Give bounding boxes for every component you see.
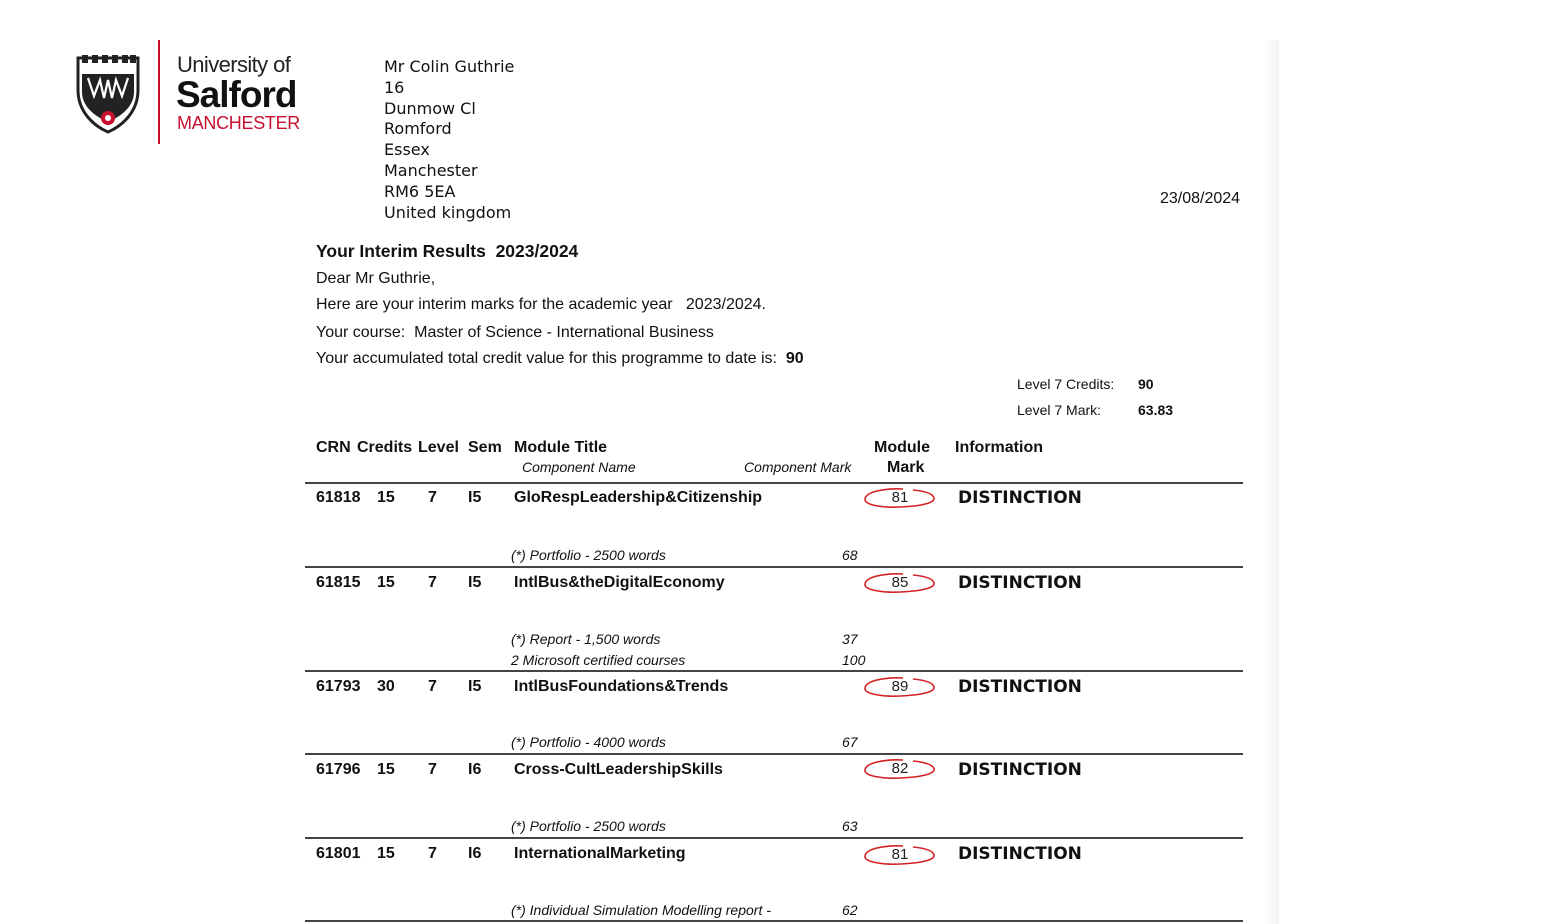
row-information: DISTINCTION — [958, 844, 1082, 864]
row-module-title: IntlBusFoundations&Trends — [514, 678, 729, 695]
credit-line — [316, 350, 804, 368]
table-row — [0, 678, 1549, 764]
row-sem: I6 — [468, 761, 482, 778]
address-line: Mr Colin Guthrie — [384, 57, 515, 76]
address-line: Manchester — [384, 160, 478, 180]
row-sem: I5 — [468, 574, 482, 591]
row-level: 7 — [428, 845, 437, 862]
component-name: (*) Portfolio - 4000 words — [511, 734, 666, 750]
module-mark-value: 81 — [891, 846, 909, 863]
row-crn: 61796 — [316, 761, 361, 778]
row-information: DISTINCTION — [958, 488, 1082, 508]
row-level: 7 — [428, 761, 437, 778]
table-rule — [305, 670, 1243, 672]
row-sem: I5 — [468, 678, 482, 695]
row-information: DISTINCTION — [958, 573, 1082, 593]
module-mark — [863, 756, 937, 782]
level-mark-value: 63.83 — [1138, 402, 1174, 418]
level-mark-label: Level 7 Mark: — [1017, 402, 1102, 418]
row-module-title: InternationalMarketing — [514, 845, 686, 862]
table-row — [0, 573, 1549, 668]
row-level: 7 — [428, 489, 437, 506]
component-mark: 68 — [842, 547, 858, 563]
row-information: DISTINCTION — [958, 677, 1082, 697]
recipient-address — [384, 57, 514, 223]
address-line: United kingdom — [384, 202, 512, 222]
row-credits: 15 — [377, 574, 395, 591]
greeting: Dear Mr Guthrie, — [316, 270, 436, 287]
component-mark: 67 — [842, 734, 858, 750]
row-sem: I5 — [468, 489, 482, 506]
row-credits: 15 — [377, 761, 395, 778]
table-row — [0, 845, 1549, 921]
col-crn: CRN — [316, 439, 351, 456]
letter-date: 23/08/2024 — [1160, 190, 1241, 207]
row-level: 7 — [428, 678, 437, 695]
level-credits-value: 90 — [1138, 376, 1154, 392]
col-component-mark: Component Mark — [744, 459, 852, 475]
row-crn: 61818 — [316, 489, 361, 506]
logo-line-2: Salford — [176, 74, 297, 115]
address-line: 16 — [384, 77, 405, 97]
course-text: Your course: Master of Science - International Business — [316, 324, 714, 341]
module-mark-value: 82 — [891, 760, 909, 777]
address-line: Dunmow Cl — [384, 98, 476, 118]
module-mark — [863, 485, 937, 511]
component-name: (*) Portfolio - 2500 words — [511, 818, 666, 834]
row-module-title: IntlBus&theDigitalEconomy — [514, 574, 725, 591]
university-logo — [74, 38, 314, 148]
component-mark: 37 — [842, 631, 858, 647]
component-mark: 63 — [842, 818, 858, 834]
table-row — [0, 761, 1549, 847]
intro-text: Here are your interim marks for the academic year 2023/2024. — [316, 296, 766, 313]
row-sem: I6 — [468, 845, 482, 862]
credit-text: Your accumulated total credit value for this programme to date is: — [316, 350, 777, 367]
logo-line-3: MANCHESTER — [177, 113, 301, 133]
col-module-title: Module Title — [514, 439, 608, 456]
module-mark-value: 85 — [891, 574, 909, 591]
results-heading: Your Interim Results 2023/2024 — [316, 241, 579, 261]
level-credits-label: Level 7 Credits: — [1017, 376, 1115, 392]
credit-value: 90 — [785, 350, 804, 367]
crest-icon — [74, 52, 142, 134]
component-name: (*) Report - 1,500 words — [511, 631, 661, 647]
row-module-title: Cross-CultLeadershipSkills — [514, 761, 723, 778]
component-name: (*) Individual Simulation Modelling report - — [511, 902, 771, 918]
module-mark-value: 81 — [891, 489, 909, 506]
component-name: (*) Portfolio - 2500 words — [511, 547, 666, 563]
col-sem: Sem — [468, 439, 502, 456]
col-component-name: Component Name — [522, 459, 636, 475]
address-line: RM6 5EA — [384, 181, 456, 201]
row-crn: 61815 — [316, 574, 361, 591]
logo-divider — [158, 40, 160, 144]
col-module: Module — [874, 439, 930, 456]
module-mark-value: 89 — [891, 678, 909, 695]
col-information: Information — [955, 439, 1043, 456]
row-crn: 61801 — [316, 845, 361, 862]
component-name: 2 Microsoft certified courses — [511, 652, 686, 668]
module-mark — [863, 674, 937, 700]
table-rule — [305, 482, 1243, 484]
component-mark: 100 — [842, 652, 866, 668]
col-credits: Credits — [357, 439, 413, 456]
row-module-title: GloRespLeadership&Citizenship — [514, 489, 763, 506]
component-mark: 62 — [842, 902, 858, 918]
row-credits: 15 — [377, 489, 395, 506]
logo-line-1: University of — [177, 52, 291, 77]
module-mark — [863, 570, 937, 596]
row-credits: 30 — [377, 678, 395, 695]
table-row — [0, 489, 1549, 575]
module-mark — [863, 842, 937, 868]
address-line: Romford — [384, 119, 452, 139]
row-credits: 15 — [377, 845, 395, 862]
row-level: 7 — [428, 574, 437, 591]
address-line: Essex — [384, 140, 430, 160]
col-mark: Mark — [887, 459, 925, 476]
row-crn: 61793 — [316, 678, 361, 695]
col-level: Level — [418, 439, 459, 456]
row-information: DISTINCTION — [958, 760, 1082, 780]
